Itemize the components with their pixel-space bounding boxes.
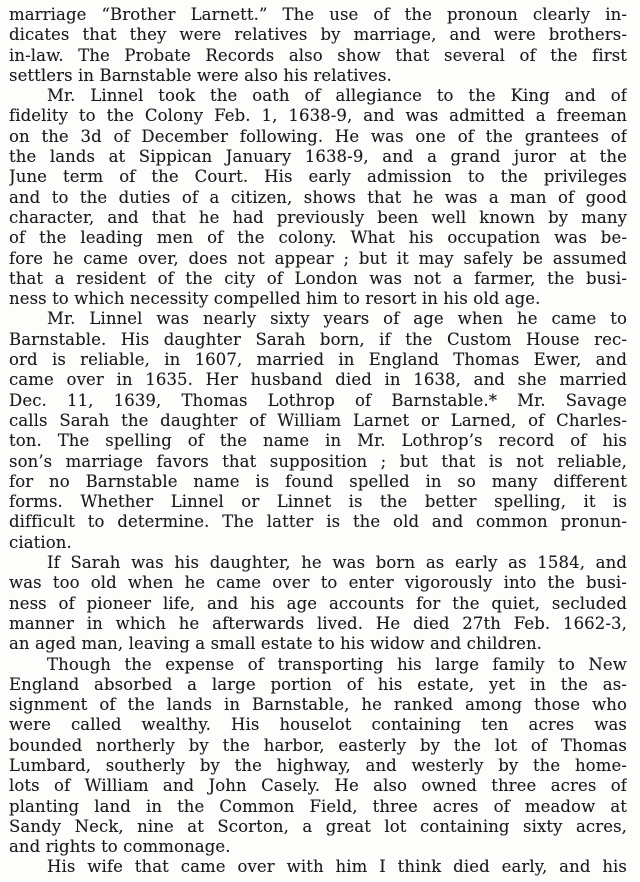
paragraph [9,857,627,877]
text-line: came over in 1635. Her husband died in 1638, and she married [9,370,627,390]
paragraph [9,553,627,654]
text-line: signment of the lands in Barnstable, he ranked among those who [9,695,627,715]
text-line: Sandy Neck, nine at Scorton, a great lot containing sixty acres, [9,816,627,836]
text-line: lots of William and John Casely. He also owned three acres of [9,776,627,796]
text-line: ton. The spelling of the name in Mr. Lothrop’s record of his [9,431,627,451]
text-line: Dec. 11, 1639, Thomas Lothrop of Barnstable.* Mr. Savage [9,390,627,410]
text-line: son’s marriage favors that supposition ; but that is not reliable, [9,451,627,471]
text-line: planting land in the Common Field, three acres of meadow at [9,796,627,816]
text-line: marriage “Brother Larnett.” The use of the pronoun clearly in- [9,5,627,24]
text-line: ness of pioneer life, and his age accounts for the quiet, secluded [9,593,627,613]
text-line: were called wealthy. His houselot containing ten acres was [9,715,627,735]
text-line: for no Barnstable name is found spelled in so many different [9,471,627,491]
text-line: difficult to determine. The latter is the old and common pronun- [9,512,627,532]
text-line: settlers in Barnstable were also his relatives. [9,65,392,85]
text-line: fore he came over, does not appear ; but it may safely be assumed [9,248,627,268]
paragraph [9,5,627,86]
text-line: was too old when he came over to enter vigorously into the busi- [9,573,627,593]
text-line: Though the expense of transporting his large family to New [47,654,627,674]
text-line: the lands at Sippican January 1638-9, and a grand juror at the [9,147,627,167]
text-line: character, and that he had previously been well known by many [9,207,627,227]
text-line: of the leading men of the colony. What his occupation was be- [9,228,627,248]
text-line: bounded northerly by the harbor, easterly by the lot of Thomas [9,735,627,755]
text-line: June term of the Court. His early admission to the privileges [9,167,627,187]
paragraph [9,655,627,858]
text-line: on the 3d of December following. He was one of the grantees of [9,126,627,146]
text-line: Mr. Linnel was nearly sixty years of age when he came to [47,309,627,329]
text-line: that a resident of the city of London was not a farmer, the busi- [9,268,627,288]
paragraph [9,86,627,309]
text-line: fidelity to the Colony Feb. 1, 1638-9, and was admitted a freeman [9,106,627,126]
text-line: Barnstable. His daughter Sarah born, if the Custom House rec- [9,329,627,349]
text-line: England absorbed a large portion of his estate, yet in the as- [9,674,627,694]
text-line: in-law. The Probate Records also show that several of the first [9,45,627,65]
text-line: and rights to commonage. [9,837,231,857]
text-line: dicates that they were relatives by marriage, and were brothers- [9,25,627,45]
text-line: and to the duties of a citizen, shows that he was a man of good [9,187,627,207]
text-line: an aged man, leaving a small estate to his widow and children. [9,634,543,654]
text-line: manner in which he afterwards lived. He died 27th Feb. 1662-3, [9,613,627,633]
text-line: forms. Whether Linnel or Linnet is the better spelling, it is [9,492,627,512]
text-line: ord is reliable, in 1607, married in England Thomas Ewer, and [9,350,627,370]
text-line: calls Sarah the daughter of William Larnet or Larned, of Charles- [9,410,627,430]
text-line: Mr. Linnel took the oath of allegiance to the King and of [47,86,627,106]
paragraph [9,309,627,553]
text-line: ciation. [9,532,72,552]
text-line: ness to which necessity compelled him to resort in his old age. [9,289,541,309]
text-line: His wife that came over with him I think died early, and his [47,857,627,877]
text-line: Lumbard, southerly by the highway, and westerly by the home- [9,755,627,775]
text-line: If Sarah was his daughter, he was born as early as 1584, and [47,553,627,573]
